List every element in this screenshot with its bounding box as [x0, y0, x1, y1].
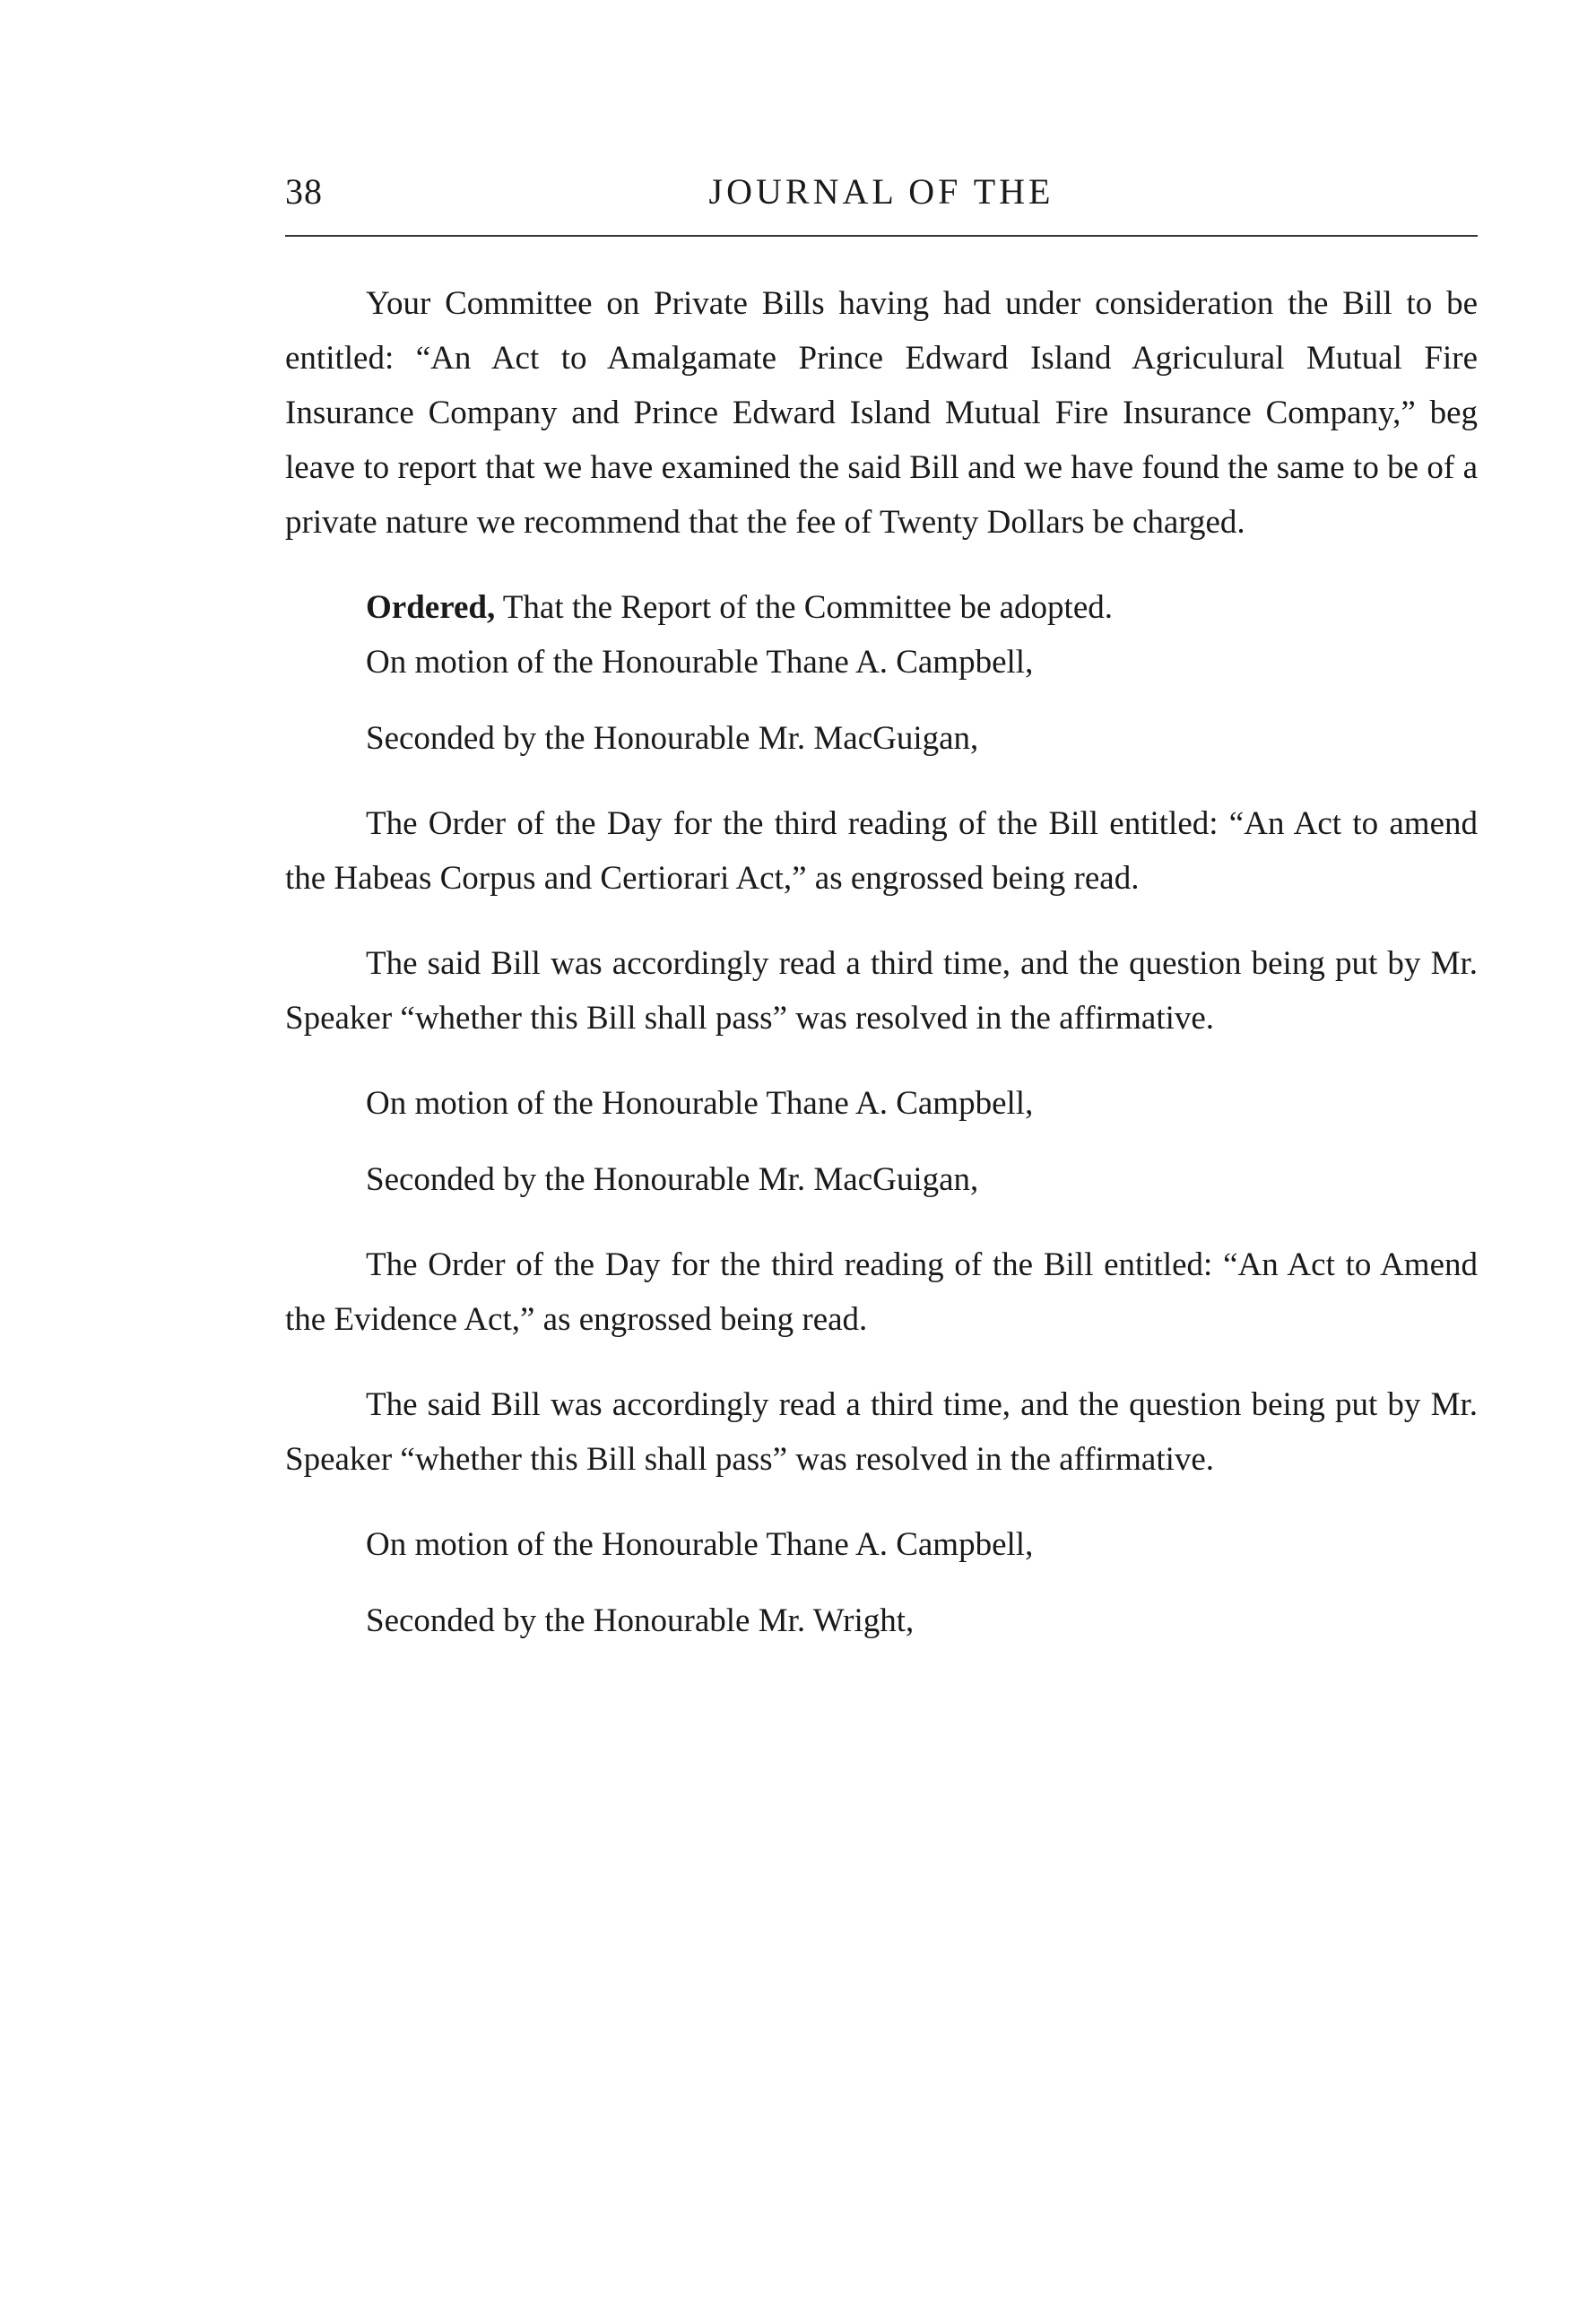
seconded-line-1: Seconded by the Honourable Mr. MacGuigan,: [366, 720, 979, 757]
ordered-text: That the Report of the Committee be adopted.: [495, 589, 1114, 626]
page-number: 38: [285, 171, 323, 212]
resolved-paragraph-1: The said Bill was accordingly read a third time, and the question being put by Mr. Speaker “whether this Bill shall pass” was resolved in the affirmative.: [285, 945, 1478, 1037]
ordered-paragraph: [285, 580, 1478, 635]
order-of-day-paragraph-1: The Order of the Day for the third reading of the Bill entitled: “An Act to amend the Habeas Corpus and Certiorari Act,” as engrossed being read.: [285, 805, 1478, 897]
seconded-line-2: Seconded by the Honourable Mr. MacGuigan,: [366, 1161, 979, 1198]
running-head: JOURNAL OF THE: [708, 171, 1054, 212]
committee-report-paragraph: Your Committee on Private Bills having had under consideration the Bill to be entitled: “An Act to Amalgamate Prince Edward Island Agriculural Mutual Fire Insurance Company and Prince Edward Island Mutual Fire Insurance Company,” beg leave to report that we have examined the said Bill and we have found the same to be of a private nature we recommend that the fee of Twenty Dollars be charged.: [285, 285, 1478, 541]
motion-line-2: On motion of the Honourable Thane A. Campbell,: [366, 1085, 1034, 1122]
header-rule: [285, 235, 1478, 237]
page-header: [285, 170, 1478, 233]
resolved-paragraph-2: The said Bill was accordingly read a third time, and the question being put by Mr. Speaker “whether this Bill shall pass” was resolved in the affirmative.: [285, 1386, 1478, 1478]
motion-line-3: On motion of the Honourable Thane A. Campbell,: [366, 1526, 1034, 1563]
order-of-day-paragraph-2: The Order of the Day for the third reading of the Bill entitled: “An Act to Amend the Evidence Act,” as engrossed being read.: [285, 1246, 1478, 1338]
journal-body: [285, 276, 1478, 1648]
motion-line-1: On motion of the Honourable Thane A. Campbell,: [366, 644, 1034, 681]
ordered-label: Ordered,: [366, 589, 496, 626]
seconded-line-3: Seconded by the Honourable Mr. Wright,: [366, 1602, 915, 1639]
